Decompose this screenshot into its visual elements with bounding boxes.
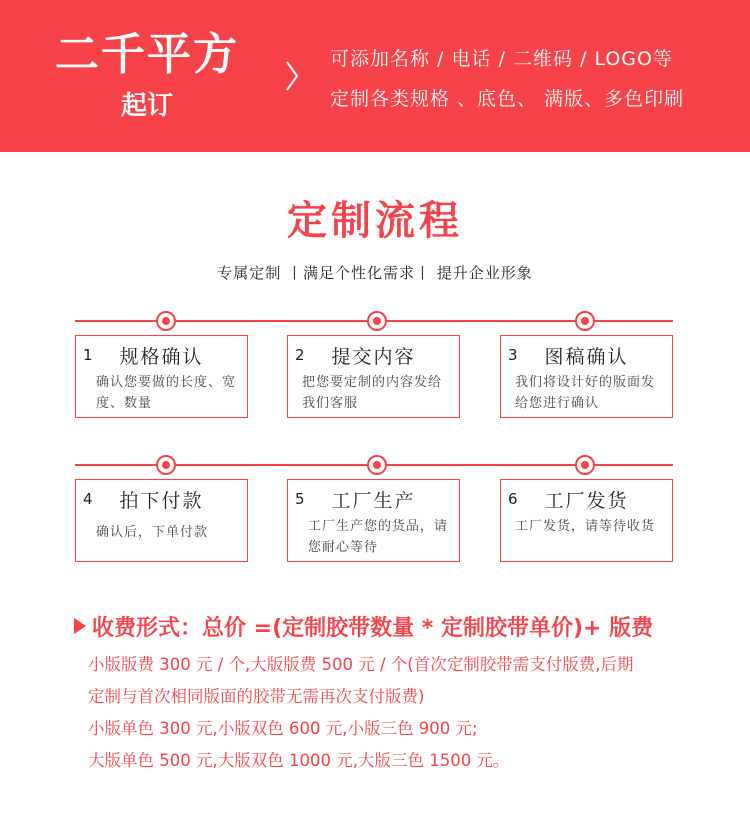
step-description: 确认后，下单付款: [96, 525, 209, 540]
step-name: 工厂发货: [544, 490, 629, 512]
step-number: 6: [508, 490, 518, 508]
step-number: 5: [295, 490, 305, 508]
step-card-4: [75, 479, 248, 562]
banner-title: 二千平方: [55, 29, 239, 80]
step-number: 1: [83, 346, 93, 364]
banner-feature-line-1: 可添加名称 / 电话 / 二维码 / LOGO等: [330, 48, 673, 70]
step-card-1: [75, 335, 248, 418]
chevron-right-icon: [285, 60, 299, 92]
pricing-heading-text: 收费形式：总价 =(定制胶带数量 * 定制胶带单价)+ 版费: [92, 616, 654, 641]
pricing-line-3: 小版单色 300 元,小版双色 600 元,小版三色 900 元;: [88, 719, 478, 738]
step-marker-icon: [156, 311, 176, 331]
pricing-line-2: 定制与首次相同版面的胶带无需再次支付版费): [88, 687, 425, 706]
step-marker-icon: [156, 455, 176, 475]
banner-feature-line-2: 定制各类规格 、底色、 满版、多色印刷: [330, 88, 685, 110]
step-card-2: [287, 335, 460, 418]
step-card-6: [500, 479, 673, 562]
step-number: 4: [83, 490, 93, 508]
step-name: 规格确认: [119, 346, 204, 368]
step-number: 2: [295, 346, 305, 364]
pricing-line-4: 大版单色 500 元,大版双色 1000 元,大版三色 1500 元。: [88, 751, 510, 770]
step-number: 3: [508, 346, 518, 364]
step-marker-icon: [367, 311, 387, 331]
step-card-5: [287, 479, 460, 562]
process-title: 定制流程: [287, 198, 463, 244]
step-name: 提交内容: [331, 346, 416, 368]
step-marker-icon: [367, 455, 387, 475]
banner-subtitle: 起订: [120, 91, 173, 121]
step-marker-icon: [575, 311, 595, 331]
process-subtitle: 专属定制 丨满足个性化需求丨 提升企业形象: [217, 264, 533, 282]
step-description: 我们将设计好的版面发给您进行确认: [515, 375, 656, 411]
step-name: 图稿确认: [544, 346, 629, 368]
step-name: 工厂生产: [331, 490, 416, 512]
step-marker-icon: [575, 455, 595, 475]
step-name: 拍下付款: [119, 490, 204, 512]
step-description: 工厂发货，请等待收货: [515, 519, 656, 534]
step-description: 工厂生产您的货品，请您耐心等待: [308, 519, 449, 555]
pricing-line-1: 小版版费 300 元 / 个,大版版费 500 元 / 个(首次定制胶带需支付版费,后期: [88, 655, 634, 674]
step-description: 确认您要做的长度、宽度、数量: [96, 375, 237, 411]
step-card-3: [500, 335, 673, 418]
triangle-right-icon: [74, 618, 86, 634]
step-description: 把您要定制的内容发给我们客服: [302, 375, 443, 411]
pricing-heading: [74, 614, 653, 644]
top-banner: [0, 0, 750, 152]
